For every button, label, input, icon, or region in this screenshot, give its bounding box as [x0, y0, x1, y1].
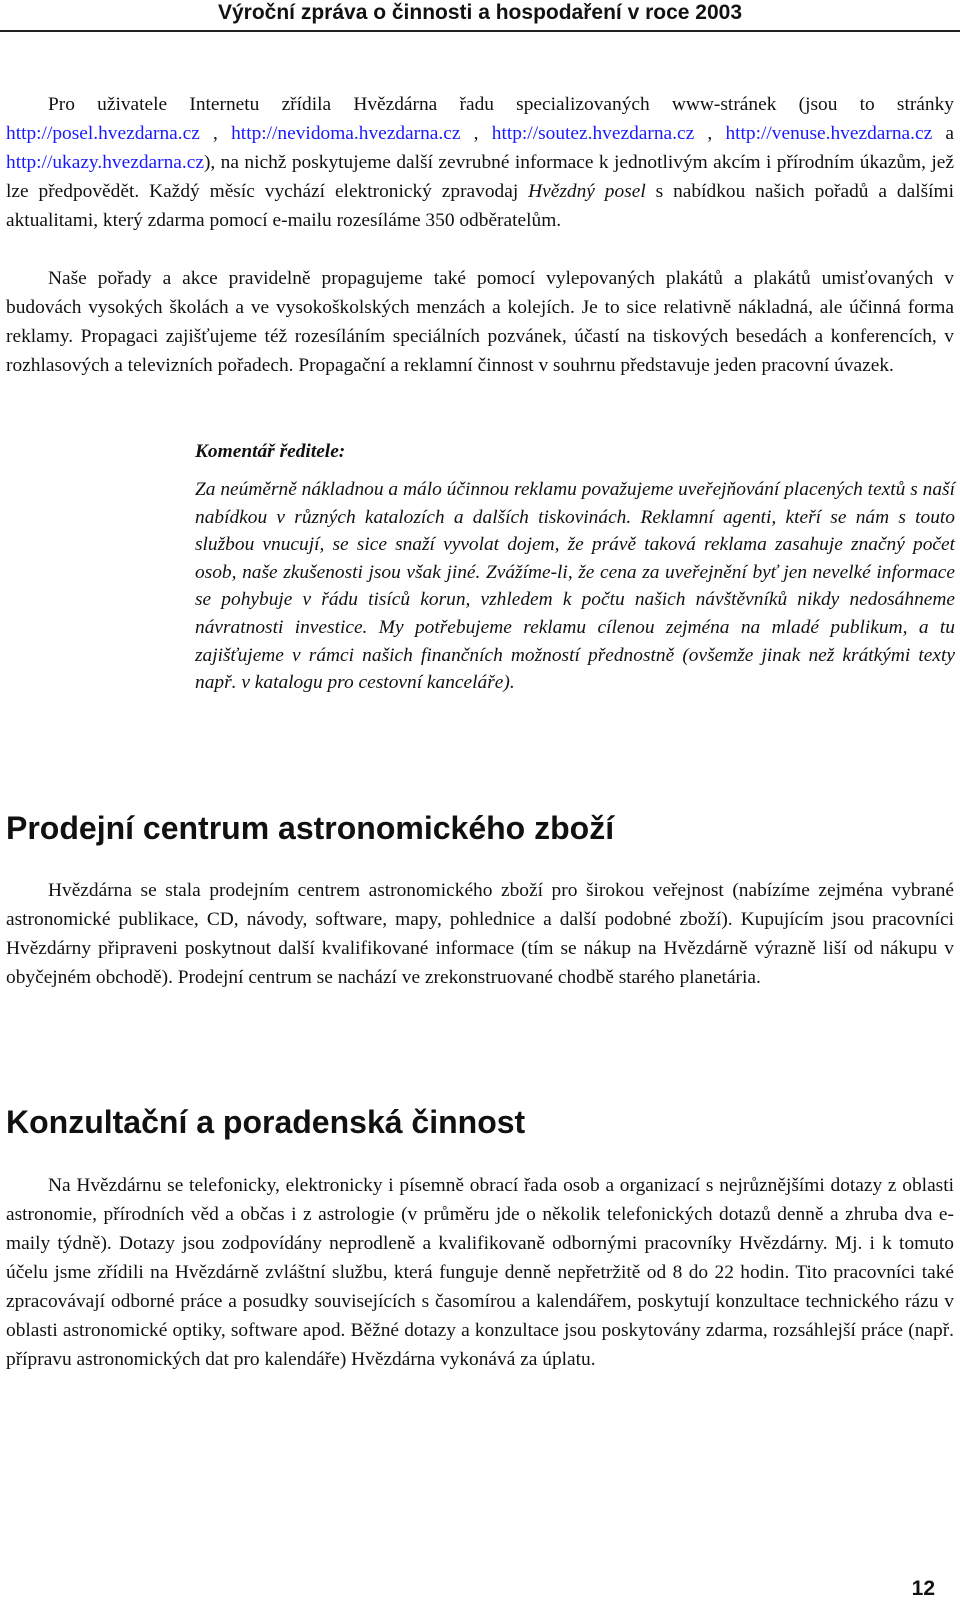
link-posel[interactable]: http://posel.hvezdarna.cz	[6, 123, 200, 144]
page-number: 12	[911, 1577, 935, 1600]
consulting-paragraph	[6, 1171, 954, 1374]
newsletter-name: Hvězdný posel	[528, 181, 646, 202]
consulting-text: Na Hvězdárnu se telefonicky, elektronicky i písemně obrací řada osob a organizací s nejrůznějšími dotazy z oblasti astronomie, přírodních věd a občas i z astrologie (v průměru jde o několik telefonických dotazů denně a zhruba dva e-maily týdně). Dotazy jsou zodpovídány neprodleně a kvalifikovaně odbornými pracovníky Hvězdárny. Mj. i k tomuto účelu jsme zřídili na Hvězdárně zvláštní službu, která funguje denně nepřetržitě od 8 do 22 hodin. Tito pracovníci také zpracovávají odborné práce a posudky souvisejících s časomírou a kalendářem, poskytují konzultace technického rázu v oblasti astronomické optiky, software apod. Běžné dotazy a konzultace jsou poskytovány zdarma, rozsáhlejší práce (např. přípravu astronomických dat pro kalendáře) Hvězdárna vykonává za úplatu.	[6, 1175, 954, 1370]
intro-text-2: ), na nichž poskytujeme další zevrubné informace k jednotlivým akcím i přírodním úkazům, jež lze předpovědět. Každý měsíc vychází elektronický zpravodaj	[6, 152, 954, 202]
intro-separator: ,	[199, 123, 232, 144]
shop-text: Hvězdárna se stala prodejním centrem astronomického zboží pro širokou veřejnost (nabízíme zejména vybrané astronomické publikace, CD, návody, software, mapy, pohlednice a další podobné zboží). Kupujícím jsou pracovníci Hvězdárny připraveni poskytnout další kvalifikované informace (tím se nákup na Hvězdárně výrazně liší od nákupu v obyčejném obchodě). Prodejní centrum se nachází ve zrekonstruované chodbě starého planetária.	[6, 880, 954, 988]
page-header: Výroční zpráva o činnosti a hospodaření v roce 2003	[217, 1, 742, 24]
link-ukazy[interactable]: http://ukazy.hvezdarna.cz	[6, 152, 204, 173]
intro-separator: ,	[460, 123, 492, 144]
link-venuse[interactable]: http://venuse.hvezdarna.cz	[725, 123, 933, 144]
intro-separator: a	[932, 123, 955, 144]
section-heading-shop: Prodejní centrum astronomického zboží	[6, 810, 615, 846]
intro-text-1: Pro uživatele Internetu zřídila Hvězdárna řadu specializovaných www-stránek (jsou to stránky	[48, 94, 954, 115]
shop-paragraph	[6, 876, 954, 992]
comment-text: Za neúměrně nákladnou a málo účinnou reklamu považujeme uveřejňování placených textů s naší nabídkou v různých katalozích a dalších tiskovinách. Reklamní agenti, kteří se nám s touto službou vnucují, se sice snaží vyvolat dojem, že právě taková reklama zasahuje značný počet osob, naše zkušenosti jsou však jiné. Zvážíme-li, že cena za uveřejnění byť jen nevelké informace se pohybuje v řádu tisíců korun, vzhledem k počtu našich návštěvníků nikdy nedosáhneme návratnosti investice. My potřebujeme reklamu cílenou zejména na mladé publikum, a tu zajišťujeme v rámci našich finančních možností přednostně (ovšemže jinak než krátkými texty např. v katalogu pro cestovní kanceláře).	[195, 479, 955, 694]
intro-text-3: s nabídkou našich pořadů a dalšími aktualitami, který zdarma pomocí e-mailu rozesíláme 350 odběratelům.	[6, 181, 954, 231]
promo-text: Naše pořady a akce pravidelně propagujeme také pomocí vylepovaných plakátů a plakátů umisťovaných v budovách vysokých školách a ve vysokoškolských menzách a kolejích. Je to sice relativně nákladná, ale účinná forma reklamy. Propagaci zajišťujeme též rozesíláním speciálních pozvánek, účastí na tiskových besedách a konferencích, v rozhlasových a televizních pořadech. Propagační a reklamní činnost v souhrnu představuje jeden pracovní úvazek.	[6, 268, 954, 376]
promo-paragraph	[6, 264, 954, 380]
intro-separator: ,	[694, 123, 726, 144]
intro-paragraph	[6, 90, 954, 235]
comment-title: Komentář ředitele:	[195, 441, 346, 462]
link-soutez[interactable]: http://soutez.hvezdarna.cz	[491, 123, 695, 144]
link-nevidoma[interactable]: http://nevidoma.hvezdarna.cz	[231, 123, 461, 144]
header-divider	[0, 30, 960, 32]
section-heading-consulting: Konzultační a poradenská činnost	[6, 1104, 526, 1140]
